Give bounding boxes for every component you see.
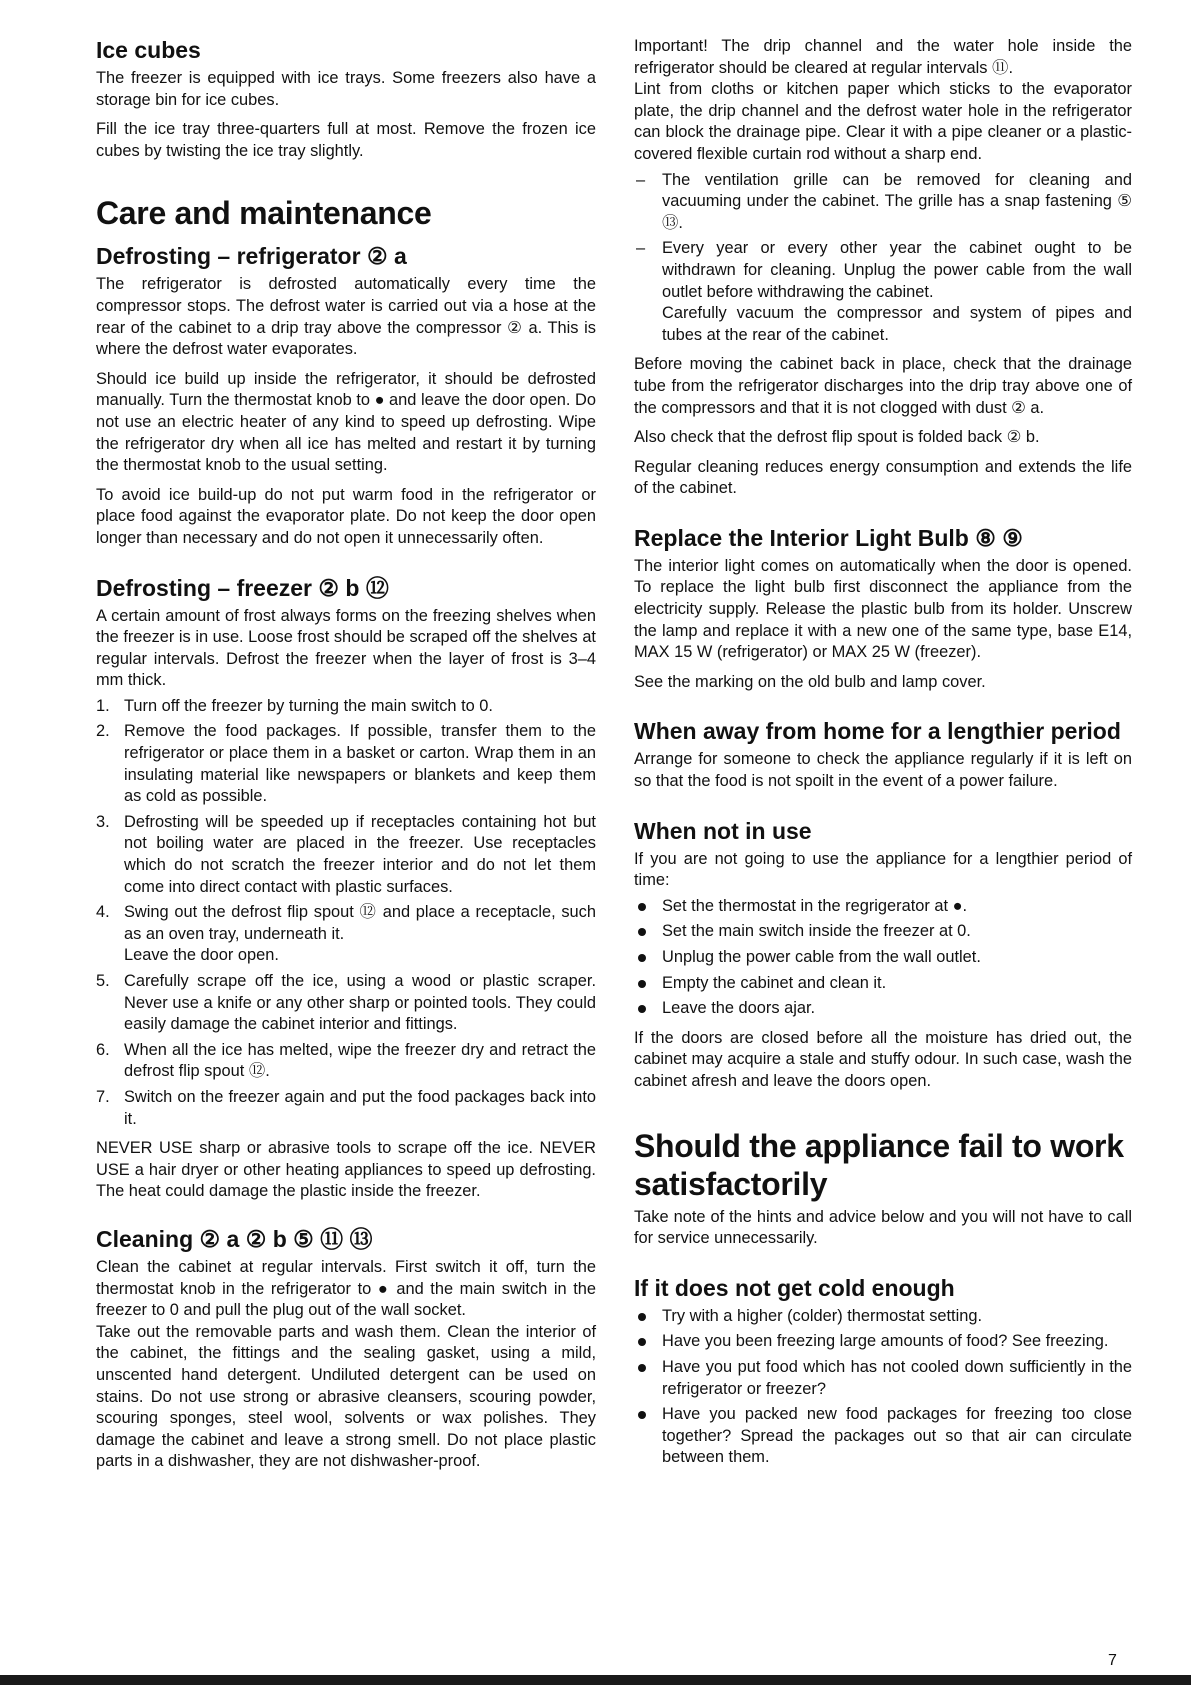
step-number: 5. xyxy=(96,972,110,990)
bullet-dot-icon xyxy=(638,1364,646,1372)
appliance-fail-paragraph: Take note of the hints and advice below and you will not have to call for service unnecessarily. xyxy=(634,1207,1132,1248)
replace-bulb-paragraph-1: The interior light comes on automatically when the door is opened. To replace the light bulb first disconnect the appliance from the electricity supply. Release the plastic bulb from its holder. Unscrew the lamp and replace it with a new one of the same type, base E14, MAX 15 W (refrigerator) or MAX 25 W (freezer). xyxy=(634,556,1132,662)
dash-item xyxy=(634,170,1132,235)
never-use-paragraph: NEVER USE sharp or abrasive tools to scrape off the ice. NEVER USE a hair dryer or other heating appliances to speed up defrosting. The heat could damage the plastic inside the freezer. xyxy=(96,1139,596,1201)
bullet-item xyxy=(634,1306,1132,1328)
bullet-dot-icon xyxy=(638,1005,646,1013)
cleaning-heading: Cleaning ② a ② b ⑤ ⑪ ⑬ xyxy=(96,1225,373,1252)
cleaning-paragraph-1: Clean the cabinet at regular intervals. First switch it off, turn the thermostat knob in the refrigerator to ● and the main switch in the freezer to 0 and pull the plug out of the wall socket. xyxy=(96,1257,596,1320)
step-number: 2. xyxy=(96,722,110,741)
step-number: 3. xyxy=(96,812,110,831)
bullet-item xyxy=(634,1404,1132,1469)
not-in-use-list xyxy=(634,896,1132,1020)
defrosting-freezer-heading: Defrosting – freezer ② b ⑫ xyxy=(96,574,389,601)
bullet-item-text: Unplug the power cable from the wall outlet. xyxy=(662,948,981,966)
dash-marker: – xyxy=(636,239,646,258)
step-number: 7. xyxy=(96,1087,110,1106)
replace-bulb-paragraph-2: See the marking on the old bulb and lamp cover. xyxy=(634,672,986,691)
step-extra-text: Leave the door open. xyxy=(124,946,279,965)
defrosting-freezer-paragraph: A certain amount of frost always forms on the freezing shelves when the freezer is in use. Loose frost should be scraped off the shelves at regular intervals. Defrost the freezer when the layer of frost is 3–4 mm thick. xyxy=(96,606,596,690)
step-text: Defrosting will be speeded up if receptacles containing hot but not boiling water are placed in the freezer. Use receptacles which do not scratch the freezer interior and do not let them come into direct contact with plastic surfaces. xyxy=(124,812,596,896)
defrost-step xyxy=(96,812,596,898)
bullet-dot-icon xyxy=(638,1411,646,1419)
ice-cubes-paragraph-1: The freezer is equipped with ice trays. Some freezers also have a storage bin for ice cubes. xyxy=(96,69,596,109)
not-cold-enough-list xyxy=(634,1306,1132,1469)
step-text: Swing out the defrost flip spout ⑫ and place a receptacle, such as an oven tray, underneath it. xyxy=(124,903,596,943)
step-number: 4. xyxy=(96,903,110,922)
dash-item-text: The ventilation grille can be removed for cleaning and vacuuming under the cabinet. The grille has a snap fastening ⑤ ⑬. xyxy=(662,170,1132,232)
bullet-item-text: Set the thermostat in the regrigerator at ●. xyxy=(662,896,968,915)
bullet-dot-icon xyxy=(638,980,646,988)
defrost-step xyxy=(96,902,596,967)
step-text: Switch on the freezer again and put the food packages back into it. xyxy=(124,1087,596,1128)
step-text: Turn off the freezer by turning the main switch to 0. xyxy=(124,696,493,715)
defrosting-refrigerator-heading: Defrosting – refrigerator ② a xyxy=(96,243,407,270)
bullet-item xyxy=(634,1331,1132,1353)
bullet-item xyxy=(634,973,1132,995)
defrost-step xyxy=(96,971,596,1036)
cleaning-paragraph-2: Take out the removable parts and wash them. Clean the interior of the cabinet, the fittings and the sealing gasket, using a mild, unscented hand detergent. Undiluted detergent can be used on stains. Do not use strong or abrasive cleansers, scouring powder, scouring sponges, steel wool, solvents or wax polishes. They damage the cabinet and leave a strong smell. Do not place plastic parts in a dishwasher, they are not dishwasher-proof. xyxy=(96,1322,596,1471)
bullet-item-text: Have you been freezing large amounts of food? See freezing. xyxy=(662,1332,1109,1351)
bullet-item xyxy=(634,921,1132,943)
bullet-item-text: Have you put food which has not cooled down sufficiently in the refrigerator or freezer? xyxy=(662,1357,1132,1398)
bullet-item xyxy=(634,896,1132,918)
ice-cubes-paragraph-2: Fill the ice tray three-quarters full at most. Remove the frozen ice cubes by twisting the ice tray slightly. xyxy=(96,120,596,160)
away-from-home-heading: When away from home for a lengthier period xyxy=(634,718,1121,745)
dash-item-extra-text: Carefully vacuum the compressor and system of pipes and tubes at the rear of the cabinet. xyxy=(662,304,1132,344)
regular-cleaning-paragraph: Regular cleaning reduces energy consumption and extends the life of the cabinet. xyxy=(634,457,1132,498)
away-from-home-paragraph: Arrange for someone to check the appliance regularly if it is left on so that the food is not spoilt in the event of a power failure. xyxy=(634,750,1132,791)
bullet-item xyxy=(634,947,1132,969)
doors-paragraph: If the doors are closed before all the moisture has dried out, the cabinet may acquire a stale and stuffy odour. In such case, wash the cabinet afresh and leave the doors open. xyxy=(634,1028,1132,1090)
bullet-item-text: Leave the doors ajar. xyxy=(662,999,816,1018)
dash-item xyxy=(634,238,1132,346)
bullet-dot-icon xyxy=(638,1313,646,1321)
not-in-use-paragraph: If you are not going to use the appliance for a lengthier period of time: xyxy=(634,849,1132,890)
before-moving-paragraph: Before moving the cabinet back in place, check that the drainage tube from the refrigerator discharges into the drip tray above one of the compressors and that it is not clogged with dust ② a. xyxy=(634,355,1132,417)
bullet-item-text: Set the main switch inside the freezer at 0. xyxy=(662,922,971,941)
step-number: 1. xyxy=(96,696,110,715)
step-text: Remove the food packages. If possible, transfer them to the refrigerator or place them in a basket or carton. Wrap them in an insulating material like newspapers or blankets and keep them as cold as possible. xyxy=(124,722,596,806)
also-check-paragraph: Also check that the defrost flip spout is folded back ② b. xyxy=(634,428,1040,447)
cleaning-dash-list xyxy=(634,170,1132,347)
important-paragraph: Important! The drip channel and the water hole inside the refrigerator should be cleared at regular intervals ⑪. xyxy=(634,37,1132,77)
step-text: Carefully scrape off the ice, using a wood or plastic scraper. Never use a knife or any other sharp or pointed tools. They could easily damage the cabinet interior and fittings. xyxy=(124,972,596,1034)
dash-marker: – xyxy=(636,170,646,189)
bullet-dot-icon xyxy=(638,954,646,962)
page-number: 7 xyxy=(1108,1652,1117,1669)
not-cold-enough-heading: If it does not get cold enough xyxy=(634,1274,955,1301)
defrost-step xyxy=(96,1087,596,1130)
defrost-step xyxy=(96,721,596,807)
bullet-item-text: Try with a higher (colder) thermostat setting. xyxy=(662,1306,983,1325)
ice-cubes-heading: Ice cubes xyxy=(96,37,201,63)
step-number: 6. xyxy=(96,1040,110,1059)
left-column xyxy=(96,36,596,1481)
step-text: When all the ice has melted, wipe the freezer dry and retract the defrost flip spout ⑫. xyxy=(124,1040,596,1081)
lint-paragraph: Lint from cloths or kitchen paper which sticks to the evaporator plate, the drip channel and the defrost water hole in the refrigerator can block the drainage pipe. Clear it with a pipe cleaner or a plastic-covered flexible curtain rod without a sharp end. xyxy=(634,80,1132,163)
bullet-item-text: Have you packed new food packages for freezing too close together? Spread the packages out so that air can circulate between them. xyxy=(662,1405,1132,1467)
defrost-step xyxy=(96,696,596,718)
bullet-dot-icon xyxy=(638,903,646,911)
bullet-item-text: Empty the cabinet and clean it. xyxy=(662,973,887,992)
dash-item-text: Every year or every other year the cabinet ought to be withdrawn for cleaning. Unplug the power cable from the wall outlet before withdrawing the cabinet. xyxy=(662,239,1132,301)
defrosting-refrigerator-paragraph-2: Should ice build up inside the refrigerator, it should be defrosted manually. Turn the thermostat knob to ● and leave the door open. Do not use an electric heater of any kind to speed up defrosting. Wipe the refrigerator dry when all ice has melted and restart it by turning the thermostat knob to the usual setting. xyxy=(96,369,596,475)
bullet-item xyxy=(634,998,1132,1020)
bullet-dot-icon xyxy=(638,928,646,936)
defrost-step xyxy=(96,1040,596,1083)
defrost-steps-list xyxy=(96,696,596,1130)
right-column xyxy=(634,36,1132,1477)
not-in-use-heading: When not in use xyxy=(634,817,812,844)
bottom-rule xyxy=(0,1675,1191,1685)
bullet-dot-icon xyxy=(638,1338,646,1346)
defrosting-refrigerator-paragraph-3: To avoid ice build-up do not put warm food in the refrigerator or place food against the evaporator plate. Do not keep the door open longer than necessary and do not open it unnecessarily often. xyxy=(96,485,596,547)
bullet-item xyxy=(634,1357,1132,1400)
replace-bulb-heading: Replace the Interior Light Bulb ⑧ ⑨ xyxy=(634,524,1023,551)
appliance-fail-heading: Should the appliance fail to work satisfactorily xyxy=(634,1127,1124,1202)
care-maintenance-heading: Care and maintenance xyxy=(96,195,432,232)
defrosting-refrigerator-paragraph-1: The refrigerator is defrosted automatically every time the compressor stops. The defrost water is carried out via a hose at the rear of the cabinet to a drip tray above the compressor ② a. This is where the defrost water evaporates. xyxy=(96,275,596,359)
